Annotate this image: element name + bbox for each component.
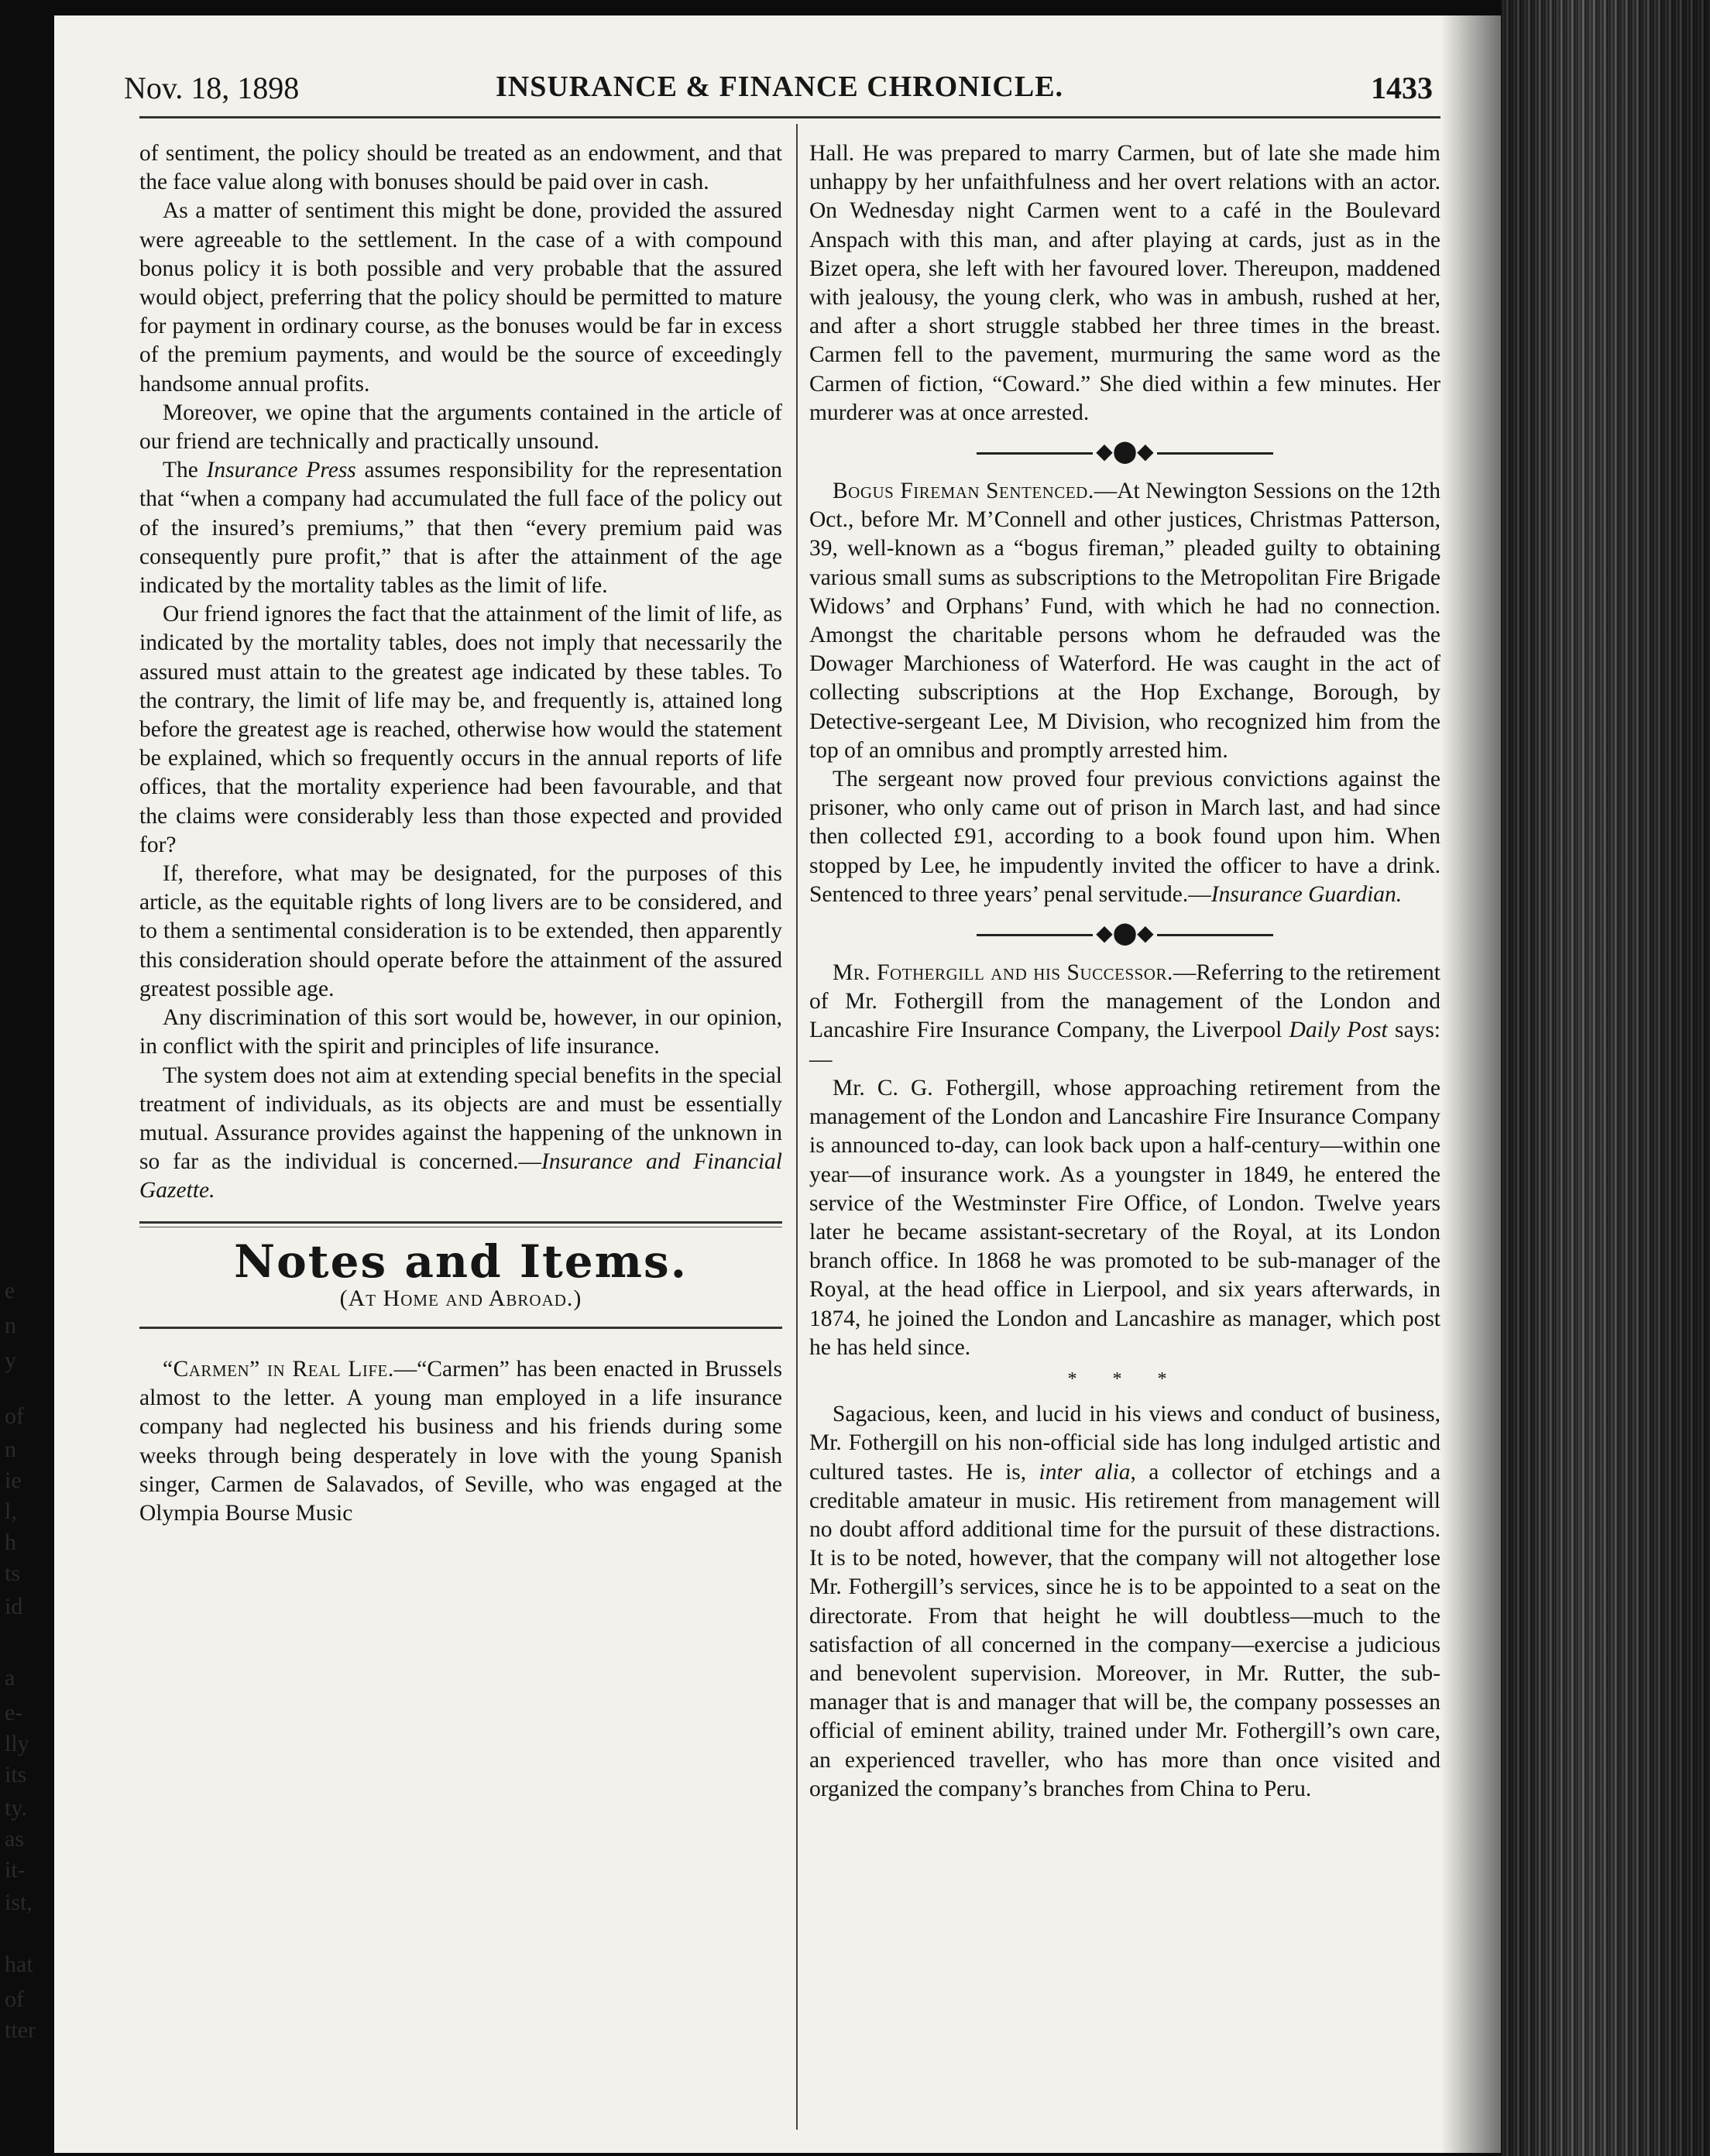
previous-page-fragment: id	[5, 1594, 23, 1619]
previous-page-fragment: e	[5, 1278, 15, 1303]
header-title: INSURANCE & FINANCE CHRONICLE.	[496, 70, 1064, 103]
previous-page-fragment: n	[5, 1437, 16, 1462]
source-citation: Insurance and Financial Gazette.	[139, 1149, 782, 1203]
right-column	[809, 139, 1440, 1804]
previous-page-fragment: ie	[5, 1468, 22, 1493]
previous-page-fragment: l,	[5, 1499, 17, 1524]
article-heading: “Carmen” in Real Life.	[163, 1356, 394, 1382]
publication-name: Daily Post	[1289, 1018, 1388, 1043]
text-run: The	[163, 458, 207, 483]
previous-page-fragment: a	[5, 1665, 15, 1691]
section-divider	[139, 1327, 782, 1329]
header-date: Nov. 18, 1898	[124, 70, 300, 105]
page-header	[54, 70, 1502, 116]
latin-phrase: inter alia	[1039, 1459, 1131, 1485]
gutter-shadow	[1440, 15, 1502, 2153]
previous-page-edge	[0, 0, 36, 2156]
left-column	[139, 139, 782, 1528]
previous-page-fragment: its	[5, 1762, 27, 1787]
previous-page-fragment: lly	[5, 1731, 29, 1756]
text-run: assumes responsibility for the representation that “when a company had accumulated the full face of the policy out of the insured’s premiums,” that then “every premium paid was consequently pure profit,” that is after the attainment of the age indicated by the mortality tables as the limit of life.	[139, 458, 782, 599]
previous-page-fragment: it-	[5, 1857, 26, 1883]
paragraph: As a matter of sentiment this might be done, provided the assured were agreeable to the settlement. In the case of a with compound bonus policy it is both possible and very probable that the assured would object, preferring that the policy should be permitted to mature for payment in ordinary course, as the bonuses would be far in excess of the premium payments, and would be the source of exceedingly handsome annual profits.	[139, 198, 782, 397]
paragraph	[139, 1062, 782, 1206]
header-page-number: 1433	[1371, 70, 1433, 105]
previous-page-fragment: ts	[5, 1560, 21, 1586]
paragraph: Mr. C. G. Fothergill, whose approaching retirement from the management of the London and Lancashire Fire Insurance Company is announced to-day, can look back upon a half-century—within one year—of insurance work. As a youngster in 1849, he entered the service of the Westminster Fire Office, of London. Twelve years later he became assistant-secretary of the Royal, at its London branch office. In 1868 he was promoted to be sub-manager of the Royal, at the head office in Lierpool, and six years afterwards, in 1874, he joined the London and Lancashire as manager, which post he has held since.	[809, 1075, 1440, 1360]
text-run: —“Carmen” has been enacted in Brussels almost to the letter. A young man employed in a life insurance company had neglected his business and his friends during some weeks through being desperately in love with the young Spanish singer, Carmen de Salavados, of Seville, who was engaged at the Olympia Bourse Music	[139, 1356, 782, 1526]
text-run: says:—	[809, 1018, 1440, 1072]
text-run: Sagacious, keen, and lucid in his views and conduct of business, Mr. Fothergill on his non-official side has long indulged artistic and cultured tastes. He is,	[809, 1402, 1440, 1485]
previous-page-fragment: e-	[5, 1700, 23, 1725]
ornament-divider: ◆⬤◆	[809, 437, 1440, 468]
header-rule	[139, 116, 1440, 118]
ornament-divider: ◆⬤◆	[809, 918, 1440, 949]
article-heading: Mr. Fothergill and his Successor.	[833, 960, 1173, 986]
paragraph	[139, 456, 782, 600]
book-fore-edge-shade	[1501, 0, 1710, 2156]
newspaper-page	[54, 15, 1502, 2153]
article-paragraph	[139, 1355, 782, 1528]
column-divider	[796, 124, 798, 2130]
paragraph	[809, 765, 1440, 909]
previous-page-fragment: as	[5, 1826, 24, 1852]
asterism: * * *	[1067, 1368, 1183, 1389]
text-run: , a collector of etchings and a creditable amateur in music. His retirement from management will no doubt afford additional time for the pursuit of these distractions. It is to be noted, however, that the company will not altogether lose Mr. Fothergill’s services, since he is to be appointed to a seat on the directorate. From that height he will doubtless—much to the satisfaction of all concerned in the company—exercise a judicious and benevolent supervision. Moreover, in Mr. Rutter, the sub-manager that is and manager that will be, the company possesses an official of eminent ability, trained under Mr. Fothergill’s own care, an experienced traveller, who has more than once visited and organized the company’s branches from China to Peru.	[809, 1459, 1440, 1801]
paragraph: Any discrimination of this sort would be, however, in our opinion, in conflict with the spirit and principles of life insurance.	[139, 1005, 782, 1059]
previous-page-fragment: h	[5, 1529, 16, 1555]
paragraph: Hall. He was prepared to marry Carmen, but of late she made him unhappy by her unfaithfulness and her overt relations with an actor. On Wednesday night Carmen went to a café in the Boulevard Anspach with this man, and after playing at cards, just as in the Bizet opera, she left with her favoured lover. Thereupon, maddened with jealousy, the young clerk, who was in ambush, rushed at her, and after a short struggle stabbed her three times in the breast. Carmen fell to the pavement, murmuring the same word as the Carmen of fiction, “Coward.” She died within a few minutes. Her murderer was at once arrested.	[809, 141, 1440, 425]
previous-page-fragment: of	[5, 1986, 24, 2012]
previous-page-fragment: hat	[5, 1952, 33, 1977]
paragraph: If, therefore, what may be designated, for the purposes of this article, as the equitable rights of long livers are to be considered, and to them a sentimental consideration is to be extended, then apparently this consideration should operate before the attainment of the assured greatest possible age.	[139, 861, 782, 1001]
paragraph	[809, 1400, 1440, 1804]
section-title: Notes and Items.	[234, 1234, 688, 1288]
previous-page-fragment: ist,	[5, 1890, 33, 1915]
paragraph: Our friend ignores the fact that the attainment of the limit of life, as indicated by the mortality tables, does not imply that necessarily the assured must attain to the greatest age indicated by these tables. To the contrary, the limit of life may be, and frequently is, attained long before the greatest age is reached, otherwise how would the statement be explained, which so frequently occurs in the annual reports of life offices, that the mortality experience had been favourable, and that the claims were considerably less than those expected and provided for?	[139, 602, 782, 857]
article-paragraph	[809, 477, 1440, 765]
source-citation: Insurance Guardian.	[1210, 881, 1403, 907]
section-subtitle	[139, 1284, 782, 1313]
article-heading: Bogus Fireman Sentenced.	[833, 479, 1094, 504]
article-paragraph	[809, 959, 1440, 1074]
publication-name: Insurance Press	[206, 458, 356, 483]
paragraph: Moreover, we opine that the arguments contained in the article of our friend are technically and practically unsound.	[139, 400, 782, 455]
previous-page-fragment: y	[5, 1348, 16, 1373]
section-divider	[139, 1221, 782, 1227]
previous-page-fragment: of	[5, 1403, 24, 1429]
text-run: —Referring to the retirement of Mr. Fothergill from the management of the London and Lancashire Fire Insurance Company, the Liverpool	[809, 960, 1440, 1043]
previous-page-fragment: tter	[5, 2017, 36, 2043]
previous-page-fragment: n	[5, 1313, 16, 1338]
text-run: The sergeant now proved four previous convictions against the prisoner, who only came out of prison in March last, and had since then collected £91, according to a book found upon him. When stopped by Lee, he impudently invited the officer to have a drink. Sentenced to three years’ penal servitude.—	[809, 767, 1440, 907]
previous-page-fragment: ty.	[5, 1795, 27, 1821]
text-run: —At Newington Sessions on the 12th Oct., before Mr. M’Connell and other justices, Christmas Patterson, 39, well-known as a “bogus fireman,” pleaded guilty to obtaining various small sums as subscriptions to the Metropolitan Fire Brigade Widows’ and Orphans’ Fund, with which he had no connection. Amongst the charitable persons whom he defrauded was the Dowager Marchioness of Waterford. He was caught in the act of collecting subscriptions at the Hop Exchange, Borough, by Detective-sergeant Lee, M Division, who recognized him from the top of an omnibus and promptly arrested him.	[809, 479, 1441, 763]
paragraph: of sentiment, the policy should be treated as an endowment, and that the face value along with bonuses should be paid over in cash.	[139, 141, 782, 195]
text-run: The system does not aim at extending special benefits in the special treatment of individuals, as its objects are and must be essentially mutual. Assurance provides against the happening of the unknown in so far as the individual is concerned.—	[139, 1063, 782, 1175]
section-subtitle-text: (At Home and Abroad.)	[339, 1285, 582, 1311]
